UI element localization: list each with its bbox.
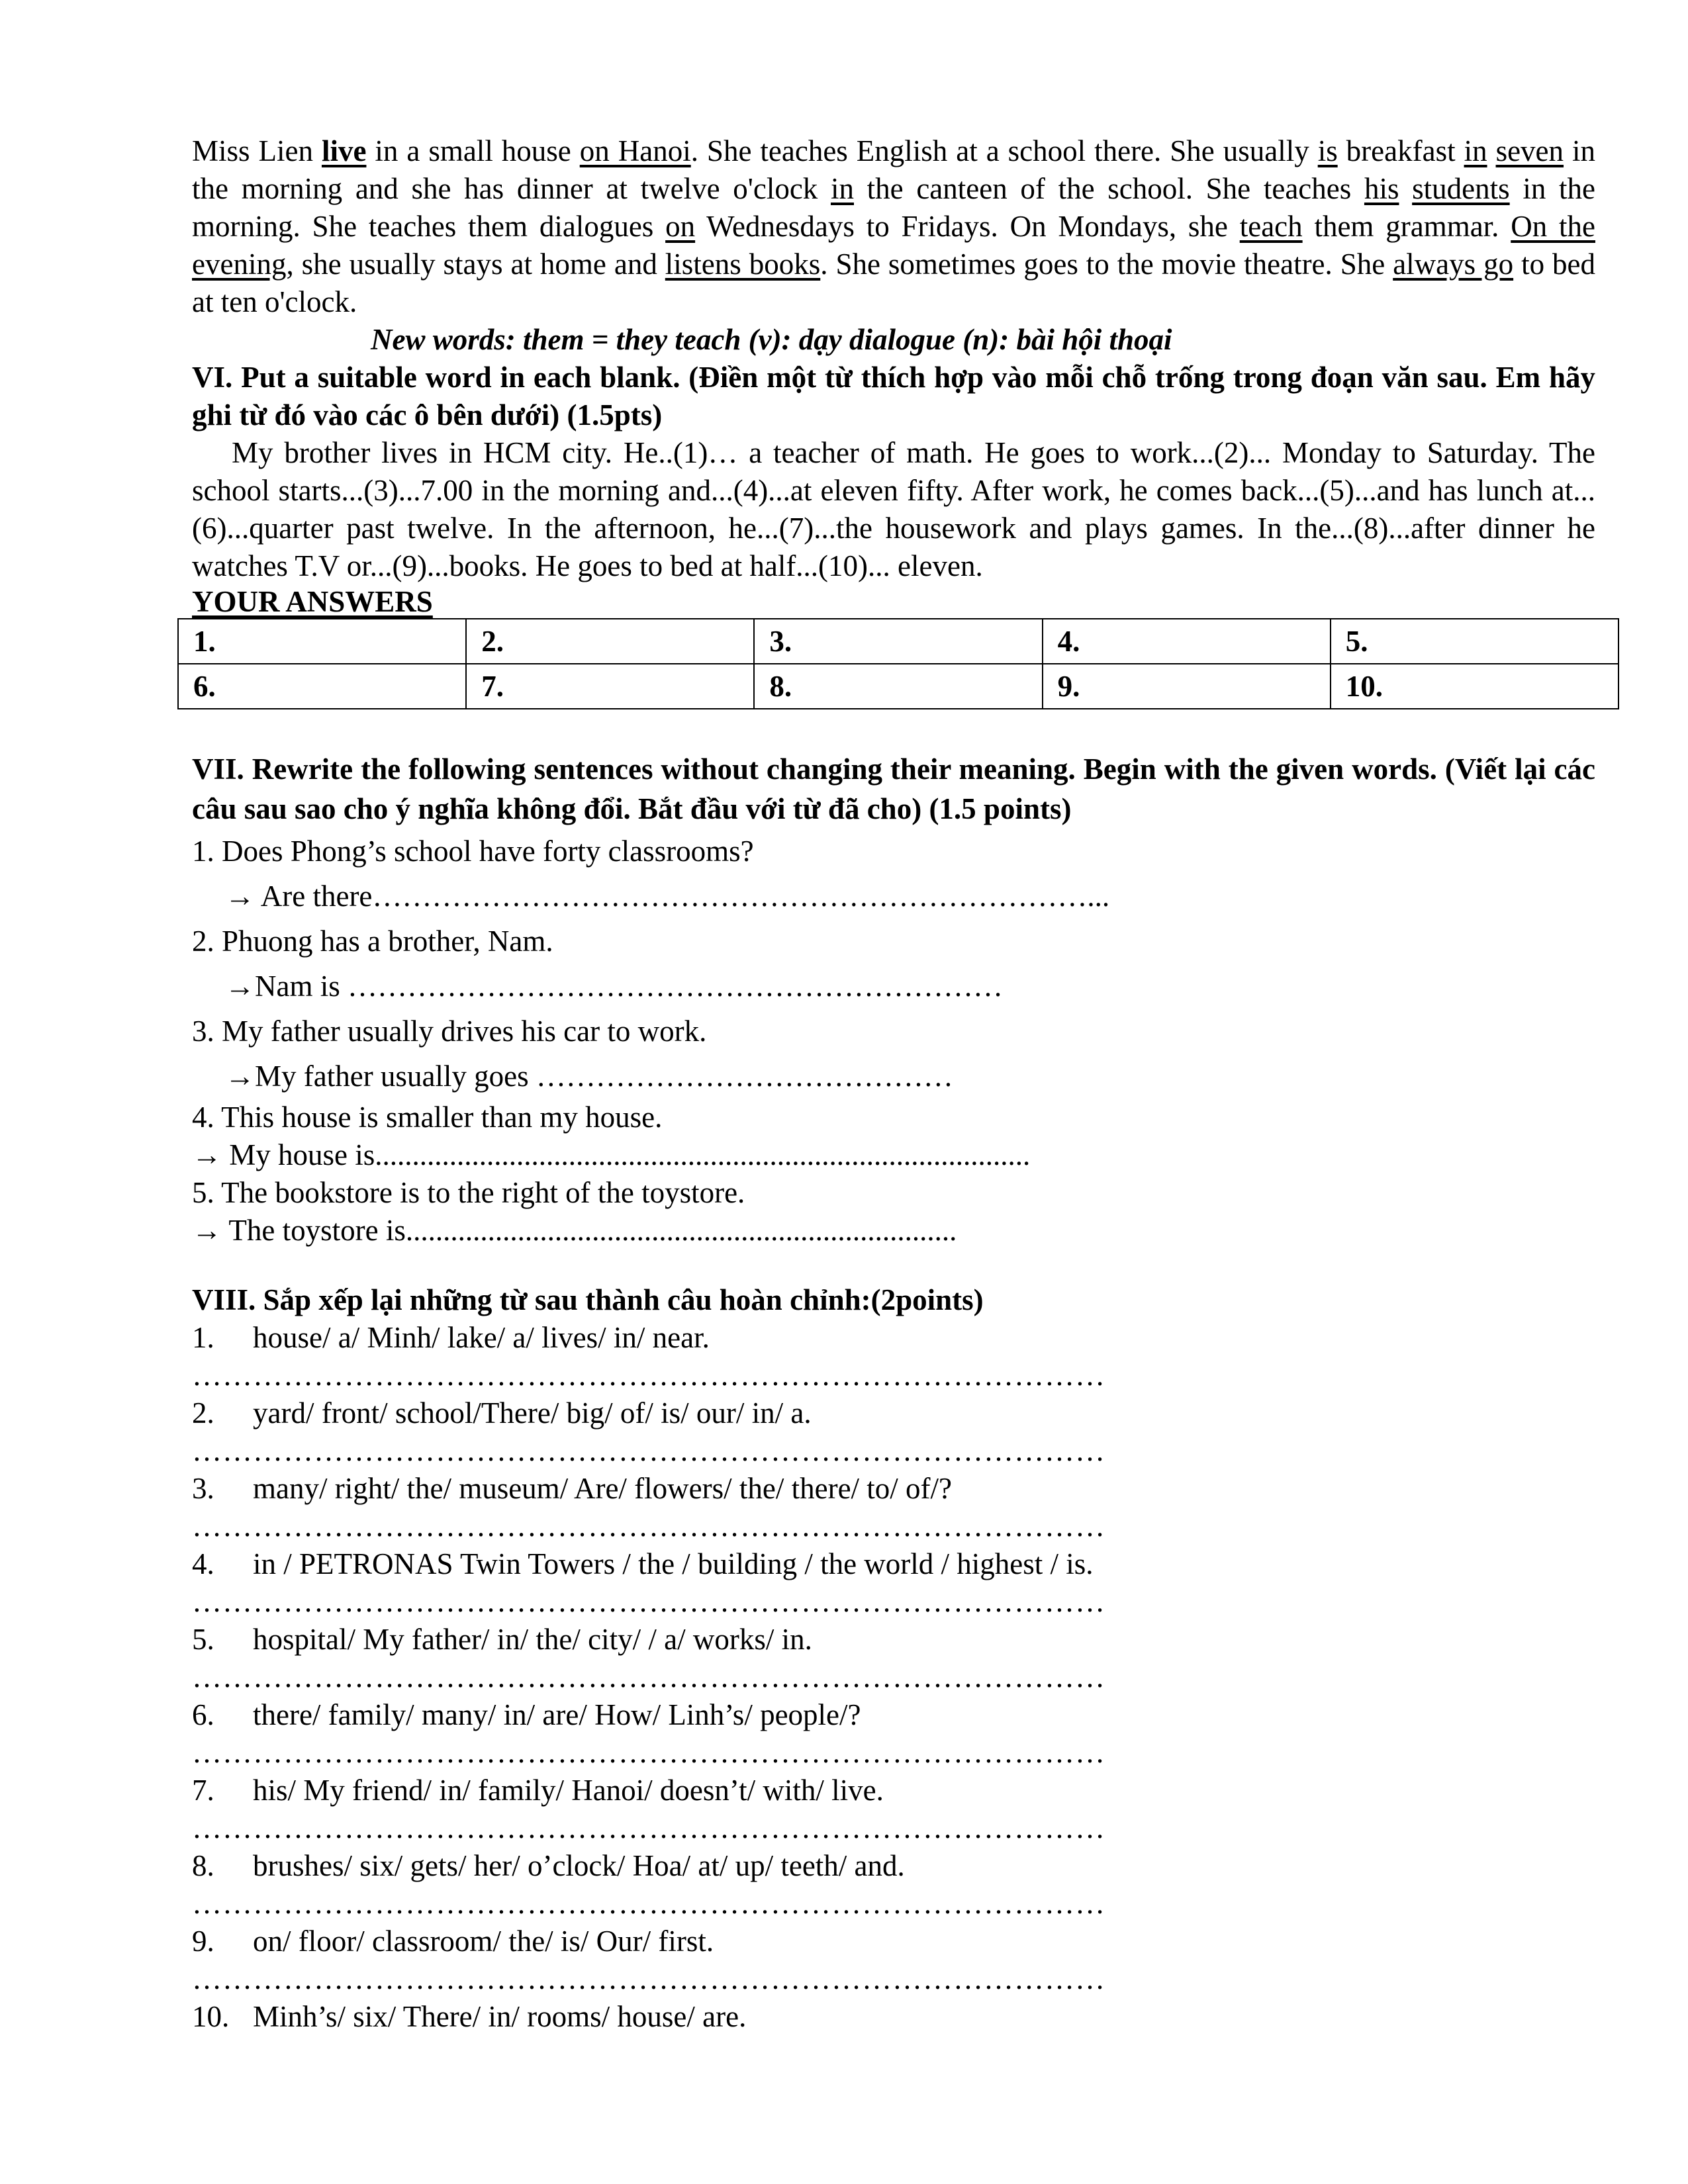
item-number: 1. bbox=[192, 1321, 214, 1354]
error-word: in bbox=[1464, 134, 1487, 167]
passage-text: Wednesdays to Fridays. On Mondays, she bbox=[695, 210, 1240, 243]
item-number: 4. bbox=[192, 1547, 214, 1580]
rewrite-answer-line[interactable]: → My house is........................................................................................ bbox=[192, 1138, 1031, 1171]
item-words: there/ family/ many/ in/ are/ How/ Linh’s/ people/? bbox=[253, 1698, 861, 1731]
answer-dotline[interactable]: ……………………………………………………………………………… bbox=[192, 1811, 1105, 1844]
table-row bbox=[178, 664, 1618, 709]
item-number: 2. bbox=[192, 1396, 214, 1430]
item-number: 10. bbox=[192, 2000, 230, 2033]
rewrite-answer-line[interactable]: → The toystore is.......................................................................... bbox=[192, 1214, 957, 1247]
section-6-text: My brother lives in HCM city. He..(1)… a teacher of math. He goes to work...(2)... Monday to Saturday. The school starts...(3)...7.00 in the morning and...(4)...at eleven fifty. After work, he comes back...(5)...and has lunch at...(6)...quarter past twelve. In the afternoon, he...(7)...the housework and plays games. In the...(8)...after dinner he watches T.V or...(9)...books. He goes to bed at half...(10)... eleven. bbox=[192, 436, 1595, 582]
answer-dotline[interactable]: ……………………………………………………………………………… bbox=[192, 1585, 1105, 1618]
passage-text: Miss Lien bbox=[192, 134, 322, 167]
list-item bbox=[192, 1847, 1595, 1885]
rewrite-question: 2. Phuong has a brother, Nam. bbox=[192, 925, 553, 958]
answer-dotline[interactable]: ……………………………………………………………………………… bbox=[192, 1661, 1105, 1694]
item-words: on/ floor/ classroom/ the/ is/ Our/ first. bbox=[253, 1925, 714, 1958]
passage-text: breakfast bbox=[1337, 134, 1464, 167]
answer-cell[interactable]: 4. bbox=[1043, 619, 1331, 664]
item-words: house/ a/ Minh/ lake/ a/ lives/ in/ near. bbox=[253, 1321, 710, 1354]
answer-dotline[interactable]: ……………………………………………………………………………… bbox=[192, 1736, 1105, 1769]
rewrite-question: 1. Does Phong’s school have forty classrooms? bbox=[192, 835, 754, 868]
error-word: listens books bbox=[665, 248, 821, 281]
item-words: his/ My friend/ in/ family/ Hanoi/ doesn’t/ with/ live. bbox=[253, 1774, 884, 1807]
item-words: hospital/ My father/ in/ the/ city/ / a/ works/ in. bbox=[253, 1623, 812, 1656]
section-7-items-b bbox=[192, 1099, 1595, 1250]
list-item bbox=[192, 1696, 1595, 1734]
answer-cell[interactable]: 5. bbox=[1331, 619, 1618, 664]
item-words: Minh’s/ six/ There/ in/ rooms/ house/ are. bbox=[253, 2000, 747, 2033]
item-number: 6. bbox=[192, 1698, 214, 1731]
list-item bbox=[192, 1621, 1595, 1659]
error-word: teach bbox=[1239, 210, 1303, 243]
item-words: many/ right/ the/ museum/ Are/ flowers/ the/ there/ to/ of/? bbox=[253, 1472, 953, 1505]
section-8-items bbox=[192, 1319, 1595, 2036]
passage-text: in the morning. She teaches them dialogues bbox=[192, 172, 1595, 243]
passage-text: them grammar. bbox=[1314, 210, 1511, 243]
rewrite-question: 3. My father usually drives his car to work. bbox=[192, 1015, 707, 1048]
passage-text: to bed at ten o'clock. bbox=[192, 248, 1595, 318]
answer-cell[interactable]: 7. bbox=[466, 664, 754, 709]
error-word: students bbox=[1412, 172, 1510, 205]
error-passage bbox=[192, 132, 1595, 321]
new-words-line: New words: them = they teach (v): dạy dialogue (n): bài hội thoại bbox=[371, 323, 1172, 356]
error-word: on bbox=[665, 210, 696, 243]
error-word: is bbox=[1317, 134, 1338, 167]
item-number: 7. bbox=[192, 1774, 214, 1807]
error-word: On the evening bbox=[192, 210, 1596, 281]
answer-cell[interactable]: 2. bbox=[466, 619, 754, 664]
section-7-items bbox=[192, 829, 1595, 1099]
table-row bbox=[178, 619, 1618, 664]
answers-label: YOUR ANSWERS bbox=[192, 585, 433, 618]
passage-text: . She teaches English at a school there. She usually bbox=[690, 134, 1318, 167]
rewrite-answer-line[interactable]: →Nam is ………………………………………………………… bbox=[225, 970, 1003, 1003]
item-number: 9. bbox=[192, 1925, 214, 1958]
answer-cell[interactable]: 8. bbox=[754, 664, 1042, 709]
list-item bbox=[192, 1545, 1595, 1583]
list-item bbox=[192, 1394, 1595, 1432]
list-item bbox=[192, 1470, 1595, 1508]
answer-cell[interactable]: 9. bbox=[1043, 664, 1331, 709]
error-word: seven bbox=[1495, 134, 1564, 167]
passage-text: movie theatre. She bbox=[1161, 248, 1393, 281]
section-8-heading: VIII. Sắp xếp lại những từ sau thành câu hoàn chỉnh:(2points) bbox=[192, 1283, 984, 1316]
list-item bbox=[192, 1923, 1595, 1960]
passage-text: in the morning and she has dinner at twelve o'clock bbox=[192, 134, 1596, 205]
answers-table bbox=[177, 618, 1619, 709]
item-number: 3. bbox=[192, 1472, 214, 1505]
answer-cell[interactable]: 10. bbox=[1331, 664, 1618, 709]
error-word: always go bbox=[1393, 248, 1514, 281]
error-word: live bbox=[321, 134, 367, 167]
answer-dotline[interactable]: ……………………………………………………………………………… bbox=[192, 1887, 1105, 1920]
item-number: 8. bbox=[192, 1849, 214, 1882]
list-item bbox=[192, 1319, 1595, 1357]
rewrite-answer-line[interactable]: →My father usually goes …………………………………… bbox=[225, 1060, 953, 1093]
answer-cell[interactable]: 1. bbox=[178, 619, 466, 664]
answer-dotline[interactable]: ……………………………………………………………………………… bbox=[192, 1434, 1105, 1467]
section-7-heading: VII. Rewrite the following sentences without changing their meaning. Begin with the given words. (Viết lại các câu sau sao cho ý nghĩa không đổi. Bắt đầu với từ đã cho) (1.5 points) bbox=[192, 752, 1595, 825]
answer-dotline[interactable]: ……………………………………………………………………………… bbox=[192, 1962, 1105, 1995]
item-words: in / PETRONAS Twin Towers / the / building / the world / highest / is. bbox=[253, 1547, 1094, 1580]
passage-text: , she usually stays at home and bbox=[286, 248, 665, 281]
item-number: 5. bbox=[192, 1623, 214, 1656]
passage-text: in a small house bbox=[366, 134, 580, 167]
section-6-heading: VI. Put a suitable word in each blank. (Điền một từ thích hợp vào mỗi chỗ trống trong đoạn văn sau. Em hãy ghi từ đó vào các ô bên dưới) (1.5pts) bbox=[192, 361, 1595, 432]
rewrite-answer-line[interactable]: → Are there………………………………………………………………... bbox=[225, 880, 1110, 913]
list-item bbox=[192, 1772, 1595, 1809]
passage-text: . She sometimes goes to the bbox=[820, 248, 1154, 281]
answer-cell[interactable]: 3. bbox=[754, 619, 1042, 664]
error-word: in bbox=[830, 172, 854, 205]
answer-cell[interactable]: 6. bbox=[178, 664, 466, 709]
rewrite-question: 5. The bookstore is to the right of the toystore. bbox=[192, 1176, 745, 1209]
passage-text: the canteen of the school. She teaches bbox=[854, 172, 1364, 205]
list-item bbox=[192, 1998, 1595, 2036]
error-word: on Hanoi bbox=[579, 134, 691, 167]
item-words: brushes/ six/ gets/ her/ o’clock/ Hoa/ at/ up/ teeth/ and. bbox=[253, 1849, 905, 1882]
answer-dotline[interactable]: ……………………………………………………………………………… bbox=[192, 1510, 1105, 1543]
item-words: yard/ front/ school/There/ big/ of/ is/ our/ in/ a. bbox=[253, 1396, 812, 1430]
worksheet-page bbox=[192, 132, 1595, 2036]
answer-dotline[interactable]: ……………………………………………………………………………… bbox=[192, 1359, 1105, 1392]
rewrite-question: 4. This house is smaller than my house. bbox=[192, 1101, 663, 1134]
error-word: his bbox=[1364, 172, 1399, 205]
